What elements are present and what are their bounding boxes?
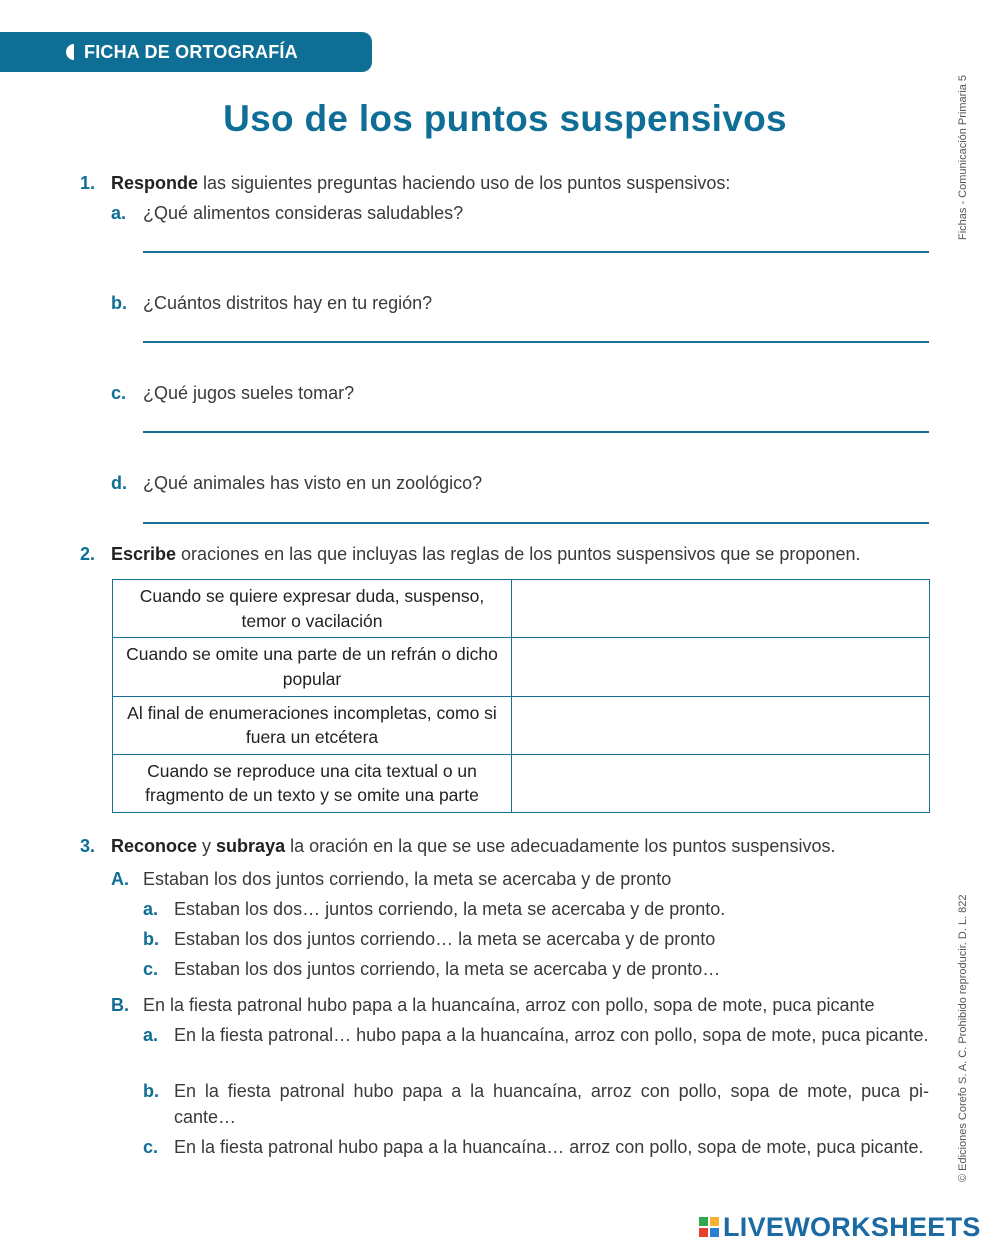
option-text[interactable]: En la fiesta patronal hubo papa a la huancaína… arroz con pollo, sopa de mote, puca picante.: [174, 1137, 924, 1157]
q3-instruction: [111, 836, 835, 857]
q2-number: 2.: [80, 544, 96, 564]
q1b-answer-line[interactable]: [143, 341, 929, 343]
q2-verb: Escribe: [111, 544, 177, 564]
option-text[interactable]: En la fiesta patronal… hubo papa a la huancaína, arroz con pollo, sopa de mote, puca picante.: [174, 1025, 929, 1045]
option-text[interactable]: Estaban los dos juntos corriendo, la meta se acercaba y de pronto…: [174, 959, 721, 979]
q3-verb1: Reconoce: [111, 836, 198, 856]
group-a-text: Estaban los dos juntos corriendo, la meta se acercaba y de pronto: [143, 869, 672, 889]
table-row: [113, 638, 930, 696]
table-row: [113, 580, 930, 638]
banner-tab-icon: [66, 44, 74, 60]
q1-number: 1.: [80, 173, 96, 193]
logo-blocks-icon: [699, 1217, 719, 1237]
rule-cell: Cuando se reproduce una cita textual o un fragmento de un texto y se omite una parte: [113, 754, 512, 812]
q1c-answer-line[interactable]: [143, 431, 929, 433]
group-b-text: En la fiesta patronal hubo papa a la huancaína, arroz con pollo, sopa de mote, puca picante: [143, 995, 875, 1015]
group-a-label: A.: [111, 869, 129, 889]
option-text[interactable]: Estaban los dos… juntos corriendo, la meta se acercaba y de pronto.: [174, 899, 726, 919]
q1a-text: ¿Qué alimentos consideras saludables?: [143, 203, 464, 223]
q1a-label: a.: [111, 203, 127, 223]
side-caption-bottom: © Ediciones Corefo S. A. C. Prohibido reproducir. D. L. 822: [957, 894, 969, 1182]
banner-label: FICHA DE ORTOGRAFÍA: [84, 41, 298, 62]
q1d-label: d.: [111, 473, 127, 493]
option-label: b.: [143, 1081, 159, 1101]
answer-cell[interactable]: [512, 696, 930, 754]
q2-rest: oraciones en las que incluyas las reglas de los puntos suspensivos que se proponen.: [176, 544, 861, 564]
q1d-answer-line[interactable]: [143, 522, 929, 524]
q1c-text: ¿Qué jugos sueles tomar?: [143, 383, 355, 403]
option-text[interactable]: En la fiesta patronal hubo papa a la huancaína, arroz con pollo, sopa de mote, puca pi-cante…: [174, 1081, 929, 1127]
answer-cell[interactable]: [512, 638, 930, 696]
page-title: Uso de los puntos suspensivos: [223, 98, 787, 139]
group-b-label: B.: [111, 995, 129, 1015]
q1c-label: c.: [111, 383, 127, 403]
q1b-text: ¿Cuántos distritos hay en tu región?: [143, 293, 433, 313]
answer-cell[interactable]: [512, 580, 930, 638]
q1a-answer-line[interactable]: [143, 251, 929, 253]
rule-cell: Al final de enumeraciones incompletas, como si fuera un etcétera: [113, 696, 512, 754]
q1-instruction: [111, 173, 730, 194]
rule-cell: Cuando se omite una parte de un refrán o dicho popular: [113, 638, 512, 696]
rules-table: [112, 579, 930, 813]
table-row: [113, 754, 930, 812]
option-label: b.: [143, 929, 159, 949]
q3-mid: y: [197, 836, 217, 856]
q1d-text: ¿Qué animales has visto en un zoológico?: [143, 473, 483, 493]
answer-cell[interactable]: [512, 754, 930, 812]
q1-verb: Responde: [111, 173, 199, 193]
option-label: c.: [143, 959, 159, 979]
option-text[interactable]: Estaban los dos juntos corriendo… la meta se acercaba y de pronto: [174, 929, 716, 949]
option-label: a.: [143, 1025, 159, 1045]
option-label: a.: [143, 899, 159, 919]
q1b-label: b.: [111, 293, 127, 313]
table-row: [113, 696, 930, 754]
rule-cell: Cuando se quiere expresar duda, suspenso, temor o vacilación: [113, 580, 512, 638]
side-caption-top: Fichas - Comunicación Primaria 5: [957, 74, 969, 240]
q3-number: 3.: [80, 836, 96, 856]
q2-instruction: [111, 544, 860, 565]
q1-rest: las siguientes preguntas haciendo uso de los puntos suspensivos:: [198, 173, 731, 193]
section-banner: [0, 32, 372, 72]
q3-verb2: subraya: [216, 836, 286, 856]
q3-rest: la oración en la que se use adecuadamente los puntos suspensivos.: [285, 836, 836, 856]
liveworksheets-logo: [699, 1209, 981, 1245]
option-label: c.: [143, 1137, 159, 1157]
logo-wordmark: LIVEWORKSHEETS: [723, 1211, 981, 1242]
